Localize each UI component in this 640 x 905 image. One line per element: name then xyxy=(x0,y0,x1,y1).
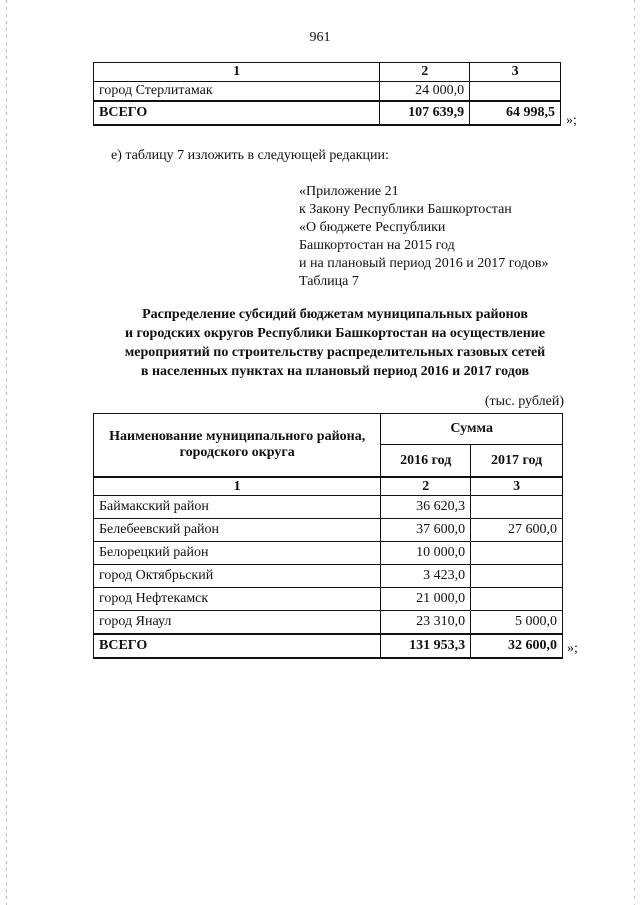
col-index-3: 3 xyxy=(470,63,561,82)
row-name: город Нефтекамск xyxy=(94,588,381,611)
appendix-reference xyxy=(299,183,549,291)
table-row xyxy=(94,82,561,102)
appendix-line: Таблица 7 xyxy=(299,274,359,289)
row-value-2017 xyxy=(471,565,563,588)
total-row xyxy=(94,634,563,658)
col-index-2: 2 xyxy=(381,477,471,496)
title-line: в населенных пунктах на плановый период 2016 и 2017 годов xyxy=(140,364,530,379)
table-row xyxy=(94,519,563,542)
table-row xyxy=(94,542,563,565)
title-line: Распределение субсидий бюджетам муниципальных районов xyxy=(142,307,528,322)
row-value-3 xyxy=(470,82,561,102)
total-label: ВСЕГО xyxy=(94,634,381,658)
appendix-line: «О бюджете Республики xyxy=(299,220,446,235)
table-header-row xyxy=(94,414,563,445)
row-value-2016: 37 600,0 xyxy=(381,519,471,542)
column-header-name: Наименование муниципального района, городского округа xyxy=(94,414,381,478)
row-value-2016: 23 310,0 xyxy=(381,611,471,635)
col-index-3: 3 xyxy=(471,477,563,496)
total-value-3: 64 998,5 xyxy=(470,101,561,125)
row-name: город Янаул xyxy=(94,611,381,635)
page-number: 961 xyxy=(309,30,331,45)
column-index-row xyxy=(94,477,563,496)
row-value-2016: 36 620,3 xyxy=(381,496,471,519)
main-table-closing-quote: »; xyxy=(567,641,578,656)
row-name: Баймакский район xyxy=(94,496,381,519)
total-row xyxy=(94,101,561,125)
subsidies-table xyxy=(93,413,563,659)
total-value-2016: 131 953,3 xyxy=(381,634,471,658)
table-row xyxy=(94,588,563,611)
row-value-2016: 10 000,0 xyxy=(381,542,471,565)
appendix-line: Башкортостан на 2015 год xyxy=(299,238,455,253)
col-index-1: 1 xyxy=(94,63,380,82)
row-name: Белебеевский район xyxy=(94,519,381,542)
appendix-line: к Закону Республики Башкортостан xyxy=(299,202,512,217)
title-line: и городских округов Республики Башкортостан на осуществление xyxy=(124,326,546,341)
appendix-line: «Приложение 21 xyxy=(299,184,399,199)
title-line: мероприятий по строительству распределительных газовых сетей xyxy=(124,345,546,360)
column-header-sum: Сумма xyxy=(381,414,563,445)
row-value-2017: 27 600,0 xyxy=(471,519,563,542)
scan-edge-left xyxy=(6,0,7,905)
scan-edge-right xyxy=(634,0,635,905)
continued-table xyxy=(93,62,561,126)
col-index-1: 1 xyxy=(94,477,381,496)
appendix-line: и на плановый период 2016 и 2017 годов» xyxy=(299,256,549,271)
row-name: город Стерлитамак xyxy=(94,82,380,102)
row-name: Белорецкий район xyxy=(94,542,381,565)
table-row xyxy=(94,611,563,635)
row-value-2017 xyxy=(471,542,563,565)
row-value-2: 24 000,0 xyxy=(380,82,470,102)
column-header-2017: 2017 год xyxy=(471,445,563,477)
total-label: ВСЕГО xyxy=(94,101,380,125)
col-index-2: 2 xyxy=(380,63,470,82)
table-title xyxy=(70,305,600,381)
total-value-2: 107 639,9 xyxy=(380,101,470,125)
row-value-2017 xyxy=(471,588,563,611)
total-value-2017: 32 600,0 xyxy=(471,634,563,658)
column-header-2016: 2016 год xyxy=(381,445,471,477)
amendment-instruction: е) таблицу 7 изложить в следующей редакции: xyxy=(111,148,389,163)
row-value-2017 xyxy=(471,496,563,519)
table-header-row xyxy=(94,63,561,82)
row-value-2016: 3 423,0 xyxy=(381,565,471,588)
row-value-2016: 21 000,0 xyxy=(381,588,471,611)
top-table-closing-quote: »; xyxy=(566,113,577,128)
table-row xyxy=(94,565,563,588)
row-name: город Октябрьский xyxy=(94,565,381,588)
units-note: (тыс. рублей) xyxy=(484,394,564,409)
table-row xyxy=(94,496,563,519)
row-value-2017: 5 000,0 xyxy=(471,611,563,635)
